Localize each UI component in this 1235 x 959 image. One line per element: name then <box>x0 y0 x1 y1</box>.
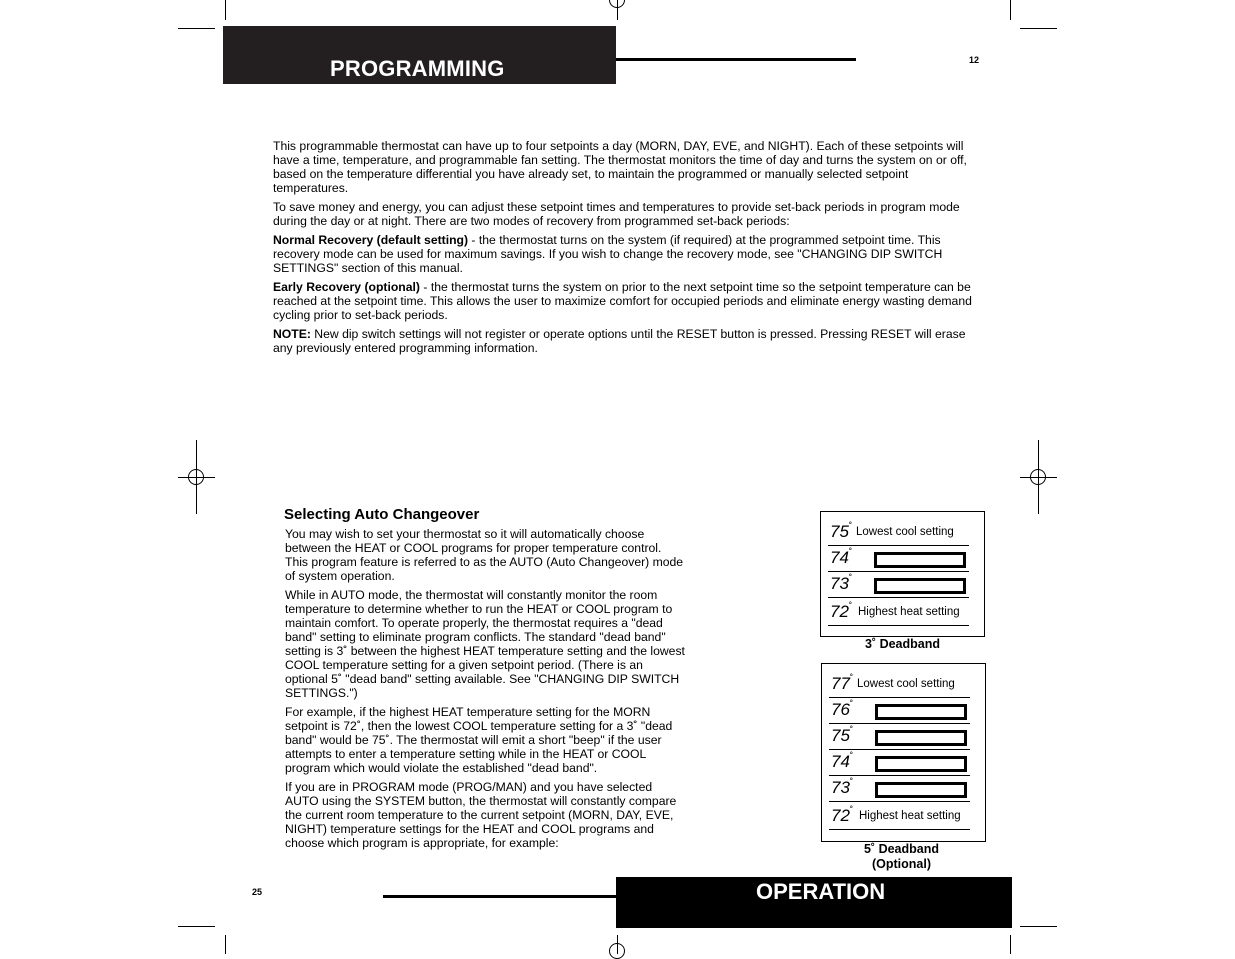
temp-value: 74˚ <box>831 752 854 771</box>
temp-value: 75˚ <box>830 522 853 541</box>
deadband-row <box>828 546 969 572</box>
row-rule <box>828 625 969 626</box>
registration-mark-top <box>609 0 625 8</box>
page-number-bottom: 25 <box>252 887 263 897</box>
deadband-row <box>828 600 969 626</box>
deadband-row <box>828 572 969 598</box>
lowest-cool-label: Lowest cool setting <box>857 678 955 690</box>
deadband-row <box>829 724 970 750</box>
deadband-row <box>829 750 970 776</box>
deadband-5-caption-line-2: (Optional) <box>871 857 931 871</box>
highest-heat-label: Highest heat setting <box>859 810 961 822</box>
deadband-3-caption: 3˚ Deadband <box>864 637 940 651</box>
deadband-bar <box>874 552 966 568</box>
temp-value: 77˚ <box>831 674 854 693</box>
page-title: PROGRAMMING <box>330 56 505 81</box>
registration-mark-bottom <box>609 943 625 959</box>
note-paragraph <box>273 327 973 355</box>
deadband-row <box>829 698 970 724</box>
highest-heat-label: Highest heat setting <box>858 606 960 618</box>
deadband-5-caption <box>819 842 984 872</box>
deadband-row <box>829 804 970 830</box>
auto-changeover-section <box>285 508 685 855</box>
normal-recovery-label: Normal Recovery (default setting) <box>273 233 469 247</box>
intro-paragraph-2: To save money and energy, you can adjust these setpoint times and temperatures to provide set-back periods in program mode during the day or at night. There are two modes of recovery from programmed set-back periods: <box>273 200 960 228</box>
row-rule <box>829 801 970 802</box>
early-recovery-paragraph <box>273 280 973 322</box>
intro-paragraph-1: This programmable thermostat can have up to four setpoints a day (MORN, DAY, EVE, and NIGHT). Each of these setpoints will have a time, temperature, and programmable fan setting. The thermostat monitors the time of day and turns the system on or off, based on the temperature differential you have already set, to maintain the programmed or manually selected setpoint temperatures. <box>273 139 967 195</box>
deadband-bar <box>875 782 967 798</box>
registration-mark-right <box>1030 469 1046 485</box>
deadband-bar <box>875 704 967 720</box>
temp-value: 73˚ <box>831 778 854 797</box>
deadband-bar <box>874 578 966 594</box>
section-paragraph-1: You may wish to set your thermostat so it will automatically choose between the HEAT or COOL programs for proper temperature control. This program feature is referred to as the AUTO (Auto Changeover) mode of system operation. <box>285 527 684 583</box>
note-label: NOTE: <box>273 327 311 341</box>
deadband-bar <box>875 730 967 746</box>
deadband-row <box>828 520 969 546</box>
section-paragraph-2: While in AUTO mode, the thermostat will constantly monitor the room temperature to determine whether to run the HEAT or COOL program to maintain comfort. To operate properly, the thermostat requires a "dead band" setting to eliminate program conflicts. The standard "dead band" setting is 3˚ between the highest HEAT temperature setting and the lowest COOL temperature setting for a given setpoint period. (There is an optional 5˚ "dead band" setting available. See "CHANGING DIP SWITCH SETTINGS.") <box>285 588 685 700</box>
temp-value: 76˚ <box>831 700 854 719</box>
normal-recovery-text: - the thermostat turns on the system (if required) at the programmed setpoint time. This recovery mode can be used for maximum savings. If you wish to change the recovery mode, see "CHANGING DIP SWITCH SETTINGS" section of this manual. <box>273 233 943 275</box>
row-rule <box>829 829 970 830</box>
deadband-bar <box>875 756 967 772</box>
temp-value: 72˚ <box>831 806 854 825</box>
header-rule <box>616 58 856 61</box>
footer-rule <box>383 895 616 898</box>
deadband-row <box>829 672 970 698</box>
row-rule <box>828 597 969 598</box>
deadband-5-diagram <box>821 663 986 842</box>
temp-value: 73˚ <box>830 574 853 593</box>
footer-title: OPERATION <box>756 879 886 904</box>
temp-value: 74˚ <box>830 548 853 567</box>
deadband-3-diagram <box>820 511 985 637</box>
early-recovery-text: - the thermostat turns the system on prior to the next setpoint time so the setpoint temperature can be reached at the setpoint time. This allows the user to maximize comfort for occupied periods and eliminate energy wasting demand cycling prior to set-back periods. <box>273 280 972 322</box>
deadband-5-caption-line-1: 5˚ Deadband <box>863 842 939 856</box>
page-number-top: 12 <box>969 55 980 65</box>
normal-recovery-paragraph <box>273 233 973 275</box>
section-heading: Selecting Auto Changeover <box>284 506 480 523</box>
note-text: New dip switch settings will not register or operate options until the RESET button is pressed. Pressing RESET will erase any previously entered programming information. <box>273 327 966 355</box>
lowest-cool-label: Lowest cool setting <box>856 526 954 538</box>
deadband-row <box>829 776 970 802</box>
registration-mark-left <box>188 469 204 485</box>
temp-value: 72˚ <box>830 602 853 621</box>
section-paragraph-3: For example, if the highest HEAT temperature setting for the MORN setpoint is 72˚, then the lowest COOL temperature setting for a 3˚ "dead band" would be 75˚. The thermostat will emit a short "beep" if the user attempts to enter a temperature setting while in the HEAT or COOL program which would violate the established "dead band". <box>285 705 673 775</box>
early-recovery-label: Early Recovery (optional) <box>273 280 420 294</box>
temp-value: 75˚ <box>831 726 854 745</box>
intro-text <box>273 139 973 360</box>
section-paragraph-4: If you are in PROGRAM mode (PROG/MAN) and you have selected AUTO using the SYSTEM button, the thermostat will constantly compare the current room temperature to the current setpoint (MORN, DAY, EVE, NIGHT) temperature settings for the HEAT and COOL programs and choose which program is appropriate, for example: <box>285 780 677 850</box>
